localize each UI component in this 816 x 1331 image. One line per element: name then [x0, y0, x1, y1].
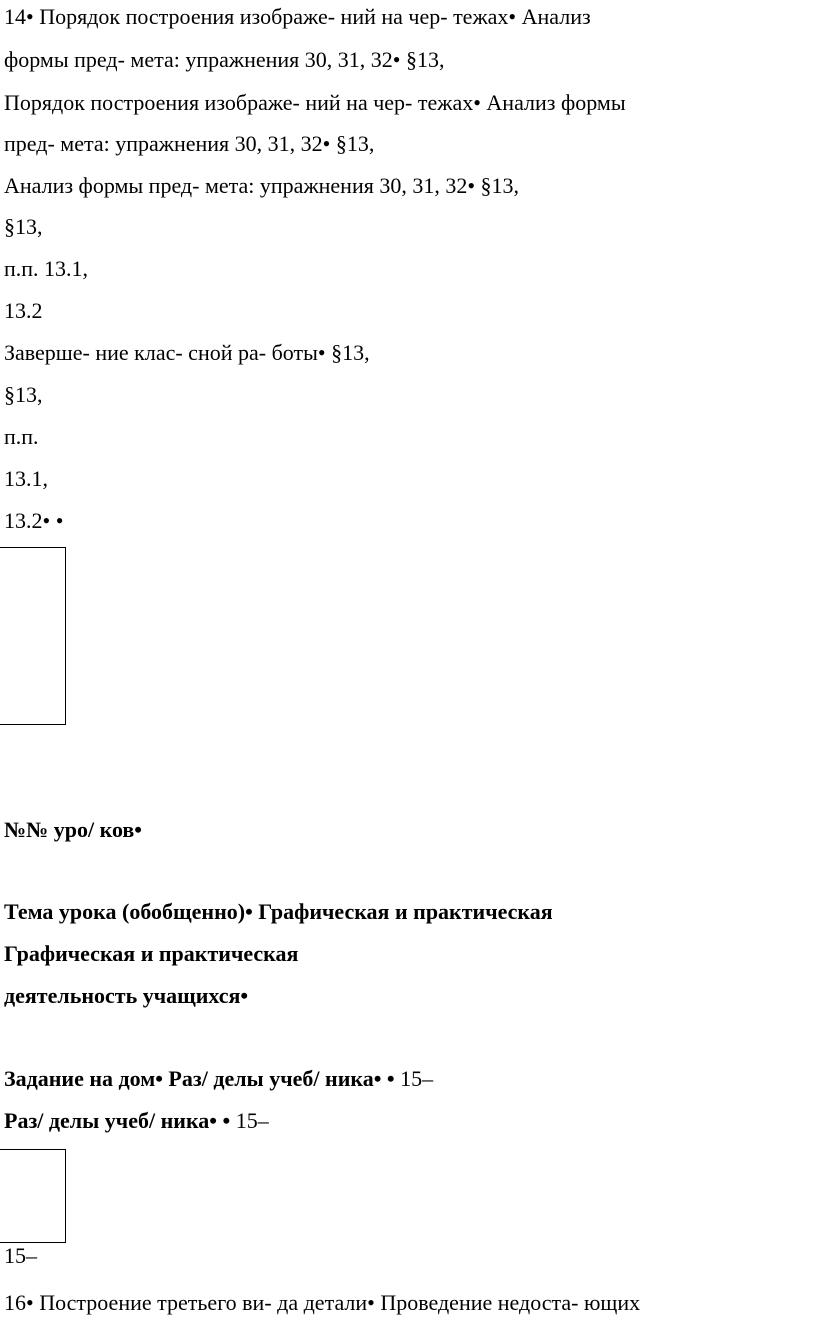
text-line-7: п.п. 13.1,: [4, 256, 89, 281]
text-line-12: 13.1,: [4, 466, 48, 491]
homework-header: [4, 1065, 433, 1093]
range-text: 15–: [4, 1243, 37, 1268]
homework-header-range: 15–: [394, 1066, 434, 1091]
sections-header: [4, 1107, 269, 1135]
activity-header-line-1: Графическая и практическая: [4, 941, 299, 966]
text-line-4: пред- мета: упражнения 30, 31, 32• §13,: [4, 131, 375, 156]
lessons-header: №№ уро/ ков•: [4, 817, 142, 842]
text-line-8: 13.2: [4, 298, 43, 323]
text-line-13: 13.2• •: [4, 508, 64, 533]
text-line-6: §13,: [4, 214, 43, 239]
text-line-10: §13,: [4, 382, 43, 407]
empty-cell-box: [0, 547, 66, 725]
text-line-11: п.п.: [4, 424, 39, 449]
text-line-9: Заверше- ние клас- сной ра- боты• §13,: [4, 340, 370, 365]
sections-header-range: 15–: [230, 1108, 269, 1133]
text-line-3: Порядок построения изображе- ний на чер- тежах• Анализ формы: [4, 90, 626, 115]
text-line-1: 14• Порядок построения изображе- ний на чер- тежах• Анализ: [4, 4, 591, 29]
text-line-5: Анализ формы пред- мета: упражнения 30, 31, 32• §13,: [4, 173, 520, 198]
row-16-text: 16• Построение третьего ви- да детали• Проведение недоста- ющих: [4, 1290, 641, 1315]
empty-cell-box-small: [0, 1149, 66, 1243]
topic-header: Тема урока (обобщенно)• Графическая и практическая: [4, 899, 553, 924]
activity-header-line-2: деятельность учащихся•: [4, 983, 249, 1008]
text-line-2: формы пред- мета: упражнения 30, 31, 32• §13,: [4, 47, 445, 72]
homework-header-bold: Задание на дом• Раз/ делы учеб/ ника• •: [4, 1066, 395, 1091]
sections-header-bold: Раз/ делы учеб/ ника• •: [4, 1108, 231, 1133]
